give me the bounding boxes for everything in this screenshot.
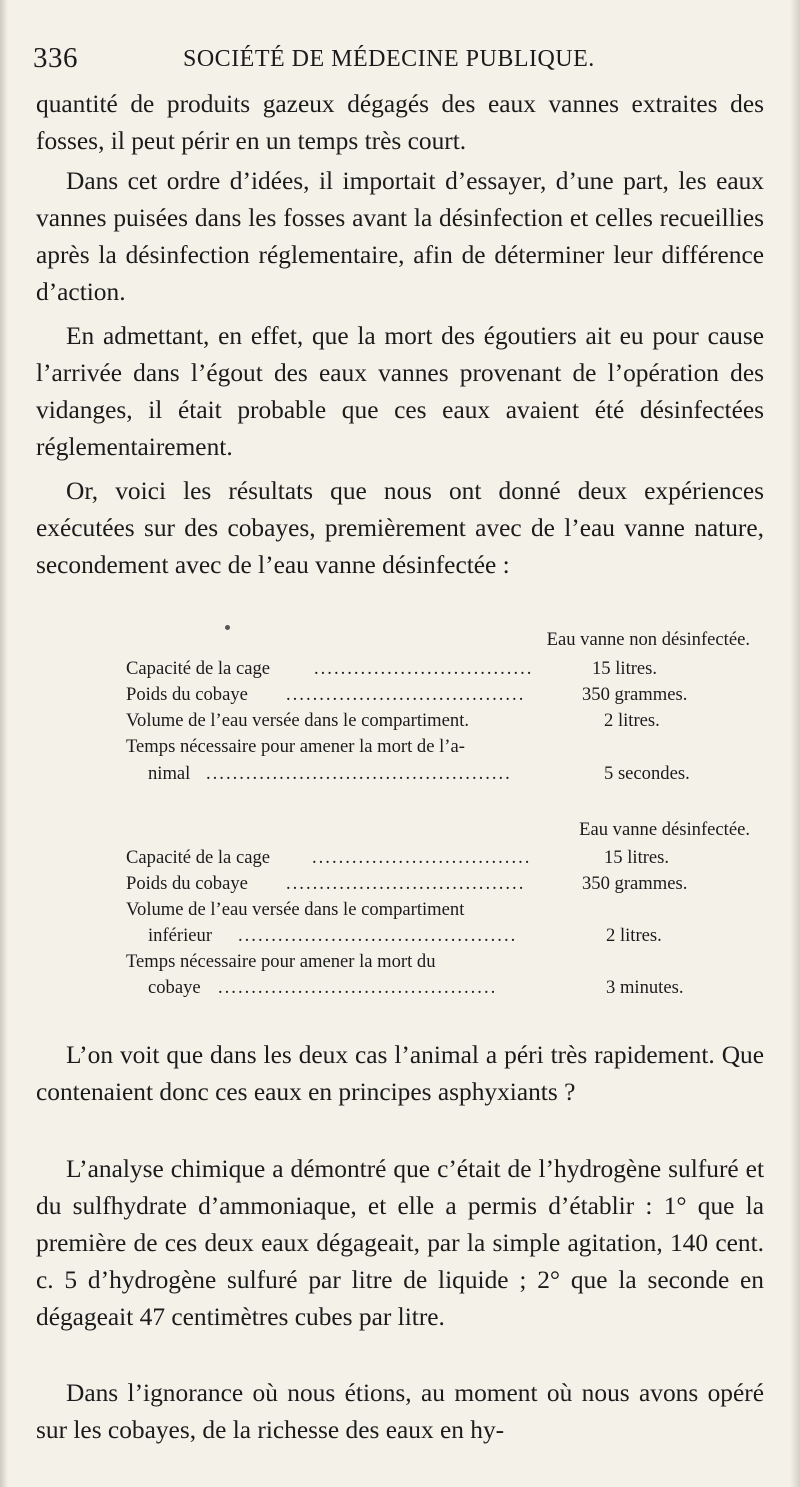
- paragraph: [36, 1375, 764, 1449]
- experiment-row: [126, 871, 750, 897]
- page-right-shadow: [790, 0, 800, 1487]
- row-value: 2 litres.: [606, 925, 662, 946]
- dot-leader: .................................: [312, 847, 532, 868]
- dot-leader: ..........................................: [218, 977, 498, 998]
- row-label: nimal: [148, 763, 191, 784]
- dot-leader: ....................................: [286, 684, 526, 705]
- dot-leader: .................................: [314, 658, 534, 679]
- row-value: 2 litres.: [604, 710, 660, 731]
- experiment-row: [126, 845, 750, 871]
- experiment-heading: Eau vanne désinfectée.: [579, 819, 750, 840]
- row-label: Temps nécessaire pour amener la mort de l’a-: [126, 736, 465, 757]
- row-label: Temps nécessaire pour amener la mort du: [126, 951, 436, 972]
- print-mark: [225, 625, 230, 630]
- paragraph: [36, 1037, 764, 1111]
- experiment-row: [126, 734, 750, 760]
- experiment-row: [126, 897, 750, 923]
- paragraph-text: quantité de produits gazeux dégagés des eaux vannes extraites des fosses, il peut périr en un temps très court.: [36, 90, 764, 155]
- row-label: Capacité de la cage: [126, 658, 271, 679]
- row-value: 350 grammes.: [582, 873, 688, 894]
- page-header: [33, 40, 768, 76]
- paragraph-continuation: [36, 86, 764, 160]
- experiment-row: [126, 761, 750, 787]
- experiment-row: [126, 708, 750, 734]
- row-value: 15 litres.: [604, 847, 670, 868]
- paragraph-text: Dans cet ordre d’idées, il importait d’essayer, d’une part, les eaux vannes puisées dans les fosses avant la désinfection et celles recueillies après la désinfection réglementaire, afin de déterminer leur différence d’action.: [36, 167, 764, 306]
- row-label: Poids du cobaye: [126, 873, 248, 894]
- dot-leader: ..........................................: [238, 925, 518, 946]
- experiment-heading: Eau vanne non désinfectée.: [546, 629, 750, 650]
- row-value: 15 litres.: [592, 658, 658, 679]
- paragraph-text: Or, voici les résultats que nous ont donné deux expériences exécutées sur des cobayes, premièrement avec de l’eau vanne nature, secondement avec de l’eau vanne désinfectée :: [36, 477, 764, 579]
- row-label: Poids du cobaye: [126, 684, 248, 705]
- dot-leader: ....................................: [286, 873, 526, 894]
- running-title: SOCIÉTÉ DE MÉDECINE PUBLIQUE.: [183, 46, 595, 72]
- paragraph-text: En admettant, en effet, que la mort des égoutiers ait eu pour cause l’arrivée dans l’égout des eaux vannes provenant de l’opération des vidanges, il était probable que ces eaux avaient été désinfectées réglementairement.: [36, 322, 764, 461]
- row-value: 3 minutes.: [606, 977, 684, 998]
- row-label: cobaye: [148, 977, 201, 998]
- page-left-shadow: [0, 0, 8, 1487]
- paragraph-text: L’analyse chimique a démontré que c’était de l’hydrogène sulfuré et du sulfhydrate d’ammoniaque, et elle a permis d’établir : 1° que la première de ces deux eaux dégageait, par la simple agitation, 140 cent. c. 5 d’hydrogène sulfuré par litre de liquide ; 2° que la seconde en dégageait 47 centimètres cubes par litre.: [36, 1155, 764, 1331]
- experiment-row: [126, 949, 750, 975]
- row-value: 350 grammes.: [582, 684, 688, 705]
- paragraph: [36, 473, 764, 584]
- row-label: Volume de l’eau versée dans le compartiment: [126, 899, 465, 920]
- experiment-row: [126, 682, 750, 708]
- row-label: Capacité de la cage: [126, 847, 271, 868]
- dot-leader: ..............................................: [206, 763, 512, 784]
- experiment-row: [126, 975, 750, 1001]
- page-number: 336: [33, 42, 78, 74]
- paragraph: [36, 163, 764, 311]
- paragraph-text: Dans l’ignorance où nous étions, au moment où nous avons opéré sur les cobayes, de la richesse des eaux en hy-: [36, 1379, 764, 1444]
- experiment-row: [126, 656, 750, 682]
- row-label: inférieur: [148, 925, 213, 946]
- paragraph: [36, 318, 764, 466]
- experiment-row: [126, 923, 750, 949]
- row-label: Volume de l’eau versée dans le compartiment.: [126, 710, 470, 731]
- paragraph: [36, 1151, 764, 1336]
- paragraph-text: L’on voit que dans les deux cas l’animal a péri très rapidement. Que contenaient donc ces eaux en principes asphyxiants ?: [36, 1041, 764, 1106]
- row-value: 5 secondes.: [604, 763, 690, 784]
